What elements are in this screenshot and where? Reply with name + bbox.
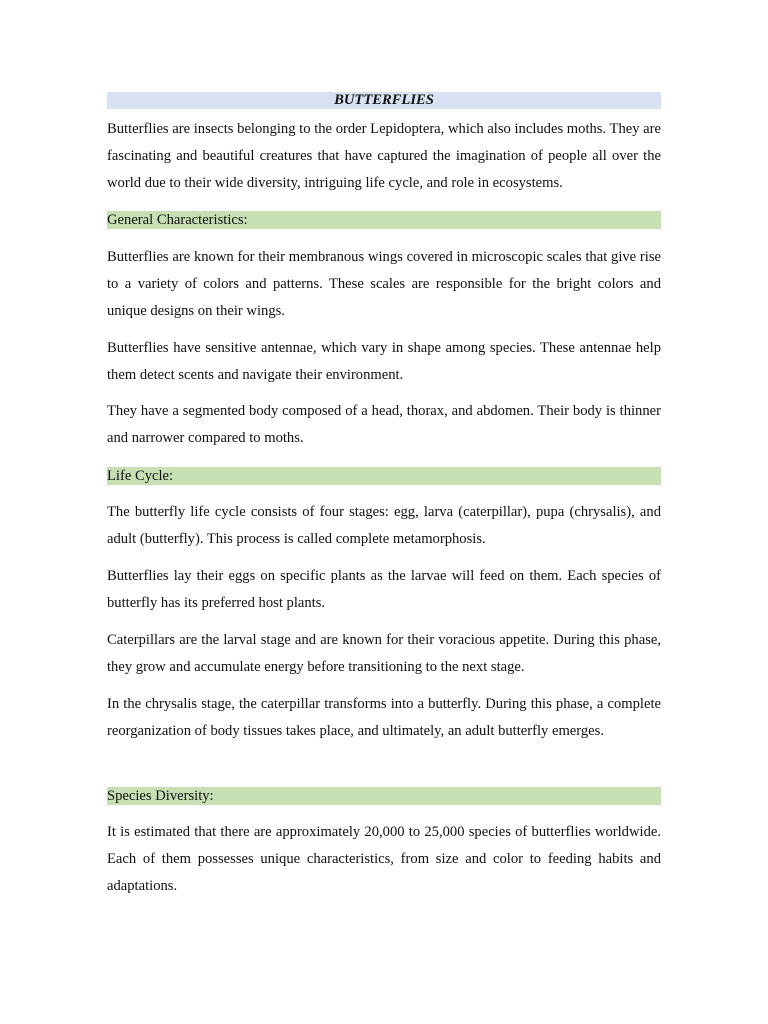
paragraph-species-count: It is estimated that there are approximately 20,000 to 25,000 species of butterflies worldwide. Each of them possesses unique characteristics, from size and color to feeding habits and adaptations.: [107, 824, 661, 894]
paragraph-antennae: Butterflies have sensitive antennae, which vary in shape among species. These antennae help them detect scents and navigate their environment.: [107, 340, 661, 383]
document-title: BUTTERFLIES: [107, 92, 661, 109]
paragraph-body: They have a segmented body composed of a head, thorax, and abdomen. Their body is thinner and narrower compared to moths.: [107, 403, 661, 446]
intro-paragraph: Butterflies are insects belonging to the order Lepidoptera, which also includes moths. They are fascinating and beautiful creatures that have captured the imagination of people all over the world due to their wide diversity, intriguing life cycle, and role in ecosystems.: [107, 121, 661, 191]
section-heading-species-diversity: Species Diversity:: [107, 787, 661, 805]
paragraph-caterpillars: Caterpillars are the larval stage and are known for their voracious appetite. During this phase, they grow and accumulate energy before transitioning to the next stage.: [107, 632, 661, 675]
section-heading-general-characteristics: General Characteristics:: [107, 211, 661, 229]
paragraph-chrysalis: In the chrysalis stage, the caterpillar transforms into a butterfly. During this phase, a complete reorganization of body tissues takes place, and ultimately, an adult butterfly emerges.: [107, 696, 661, 739]
paragraph-eggs: Butterflies lay their eggs on specific plants as the larvae will feed on them. Each species of butterfly has its preferred host plants.: [107, 568, 661, 611]
paragraph-life-cycle-stages: The butterfly life cycle consists of four stages: egg, larva (caterpillar), pupa (chrysalis), and adult (butterfly). This process is called complete metamorphosis.: [107, 504, 661, 547]
section-heading-life-cycle: Life Cycle:: [107, 467, 661, 485]
paragraph-wings: Butterflies are known for their membranous wings covered in microscopic scales that give rise to a variety of colors and patterns. These scales are responsible for the bright colors and unique designs on their wings.: [107, 249, 661, 319]
